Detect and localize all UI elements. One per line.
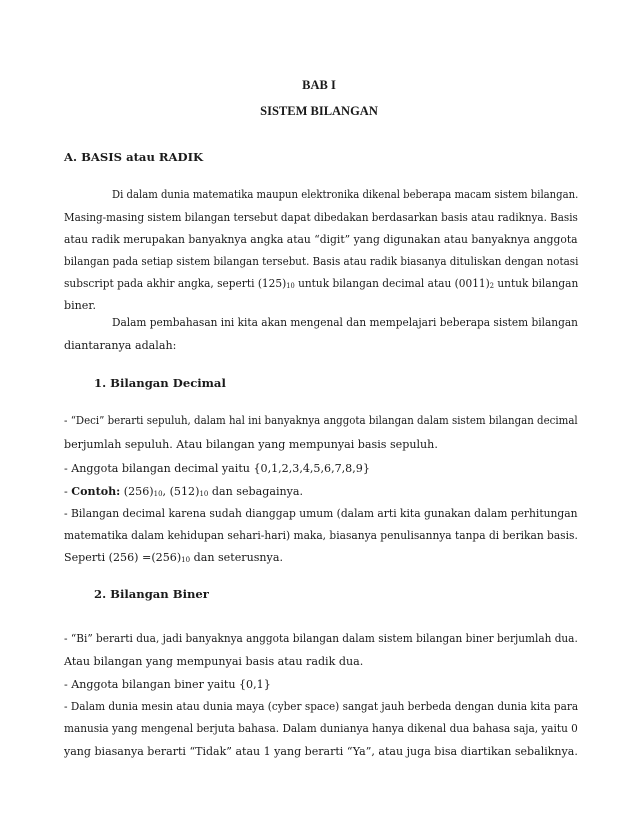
- paragraph-line: matematika dalam kehidupan sehari-hari) maka, biasanya penulisannya tanpa di berikan basis.: [64, 529, 578, 542]
- chapter-label: BAB I: [302, 78, 336, 92]
- paragraph-line: - “Deci” berarti sepuluh, dalam hal ini banyaknya anggota bilangan dalam sistem bilangan decimal: [64, 414, 578, 427]
- paragraph-line: - Anggota bilangan biner yaitu {0,1}: [64, 678, 271, 691]
- paragraph-line: - Contoh: $(256)_{10}$, $(512)_{10}$ dan sebagainya.: [64, 485, 304, 498]
- paragraph-line: Masing-masing sistem bilangan tersebut dapat dibedakan berdasarkan basis atau radiknya. Basis: [64, 211, 578, 224]
- paragraph-line: atau radik merupakan banyaknya angka atau “digit” yang digunakan atau banyaknya anggota: [64, 233, 578, 246]
- subsection-heading-decimal: 1. Bilangan Decimal: [94, 376, 226, 390]
- paragraph-line: Seperti $(256) =(256)_{10}$ dan seterusnya.: [64, 551, 283, 564]
- section-heading-basis: A. BASIS atau RADIK: [64, 150, 204, 164]
- paragraph-line: subscript pada akhir angka, seperti $(125)_{10}$ untuk bilangan decimal atau $(0011)_2$ untuk bilangan: [64, 277, 579, 290]
- paragraph-line: - Dalam dunia mesin atau dunia maya (cyber space) sangat jauh berbeda dengan dunia kita para: [64, 700, 579, 713]
- paragraph-line: - “Bi” berarti dua, jadi banyaknya anggota bilangan dalam sistem bilangan biner berjumlah dua.: [64, 632, 578, 645]
- chapter-title: SISTEM BILANGAN: [260, 104, 378, 118]
- paragraph-line: Atau bilangan yang mempunyai basis atau radik dua.: [64, 655, 364, 668]
- paragraph-line: diantaranya adalah:: [64, 339, 177, 352]
- paragraph-line: Di dalam dunia matematika maupun elektronika dikenal beberapa macam sistem bilangan.: [112, 188, 579, 201]
- paragraph-line: bilangan pada setiap sistem bilangan tersebut. Basis atau radik biasanya dituliskan dengan notasi: [64, 255, 579, 268]
- paragraph-line: - Bilangan decimal karena sudah dianggap umum (dalam arti kita gunakan dalam perhitungan: [64, 507, 578, 520]
- paragraph-line: Dalam pembahasan ini kita akan mengenal dan mempelajari beberapa sistem bilangan: [112, 316, 578, 329]
- paragraph-line: manusia yang mengenal berjuta bahasa. Dalam dunianya hanya dikenal dua bahasa saja, yaitu 0: [64, 722, 578, 735]
- paragraph-line: yang biasanya berarti “Tidak” atau 1 yang berarti “Ya”, atau juga bisa diartikan sebaliknya.: [64, 745, 578, 758]
- paragraph-line: - Anggota bilangan decimal yaitu {0,1,2,3,4,5,6,7,8,9}: [64, 462, 370, 475]
- subsection-heading-binary: 2. Bilangan Biner: [94, 587, 209, 601]
- paragraph-line: berjumlah sepuluh. Atau bilangan yang mempunyai basis sepuluh.: [64, 438, 438, 451]
- paragraph-line: biner.: [64, 299, 96, 312]
